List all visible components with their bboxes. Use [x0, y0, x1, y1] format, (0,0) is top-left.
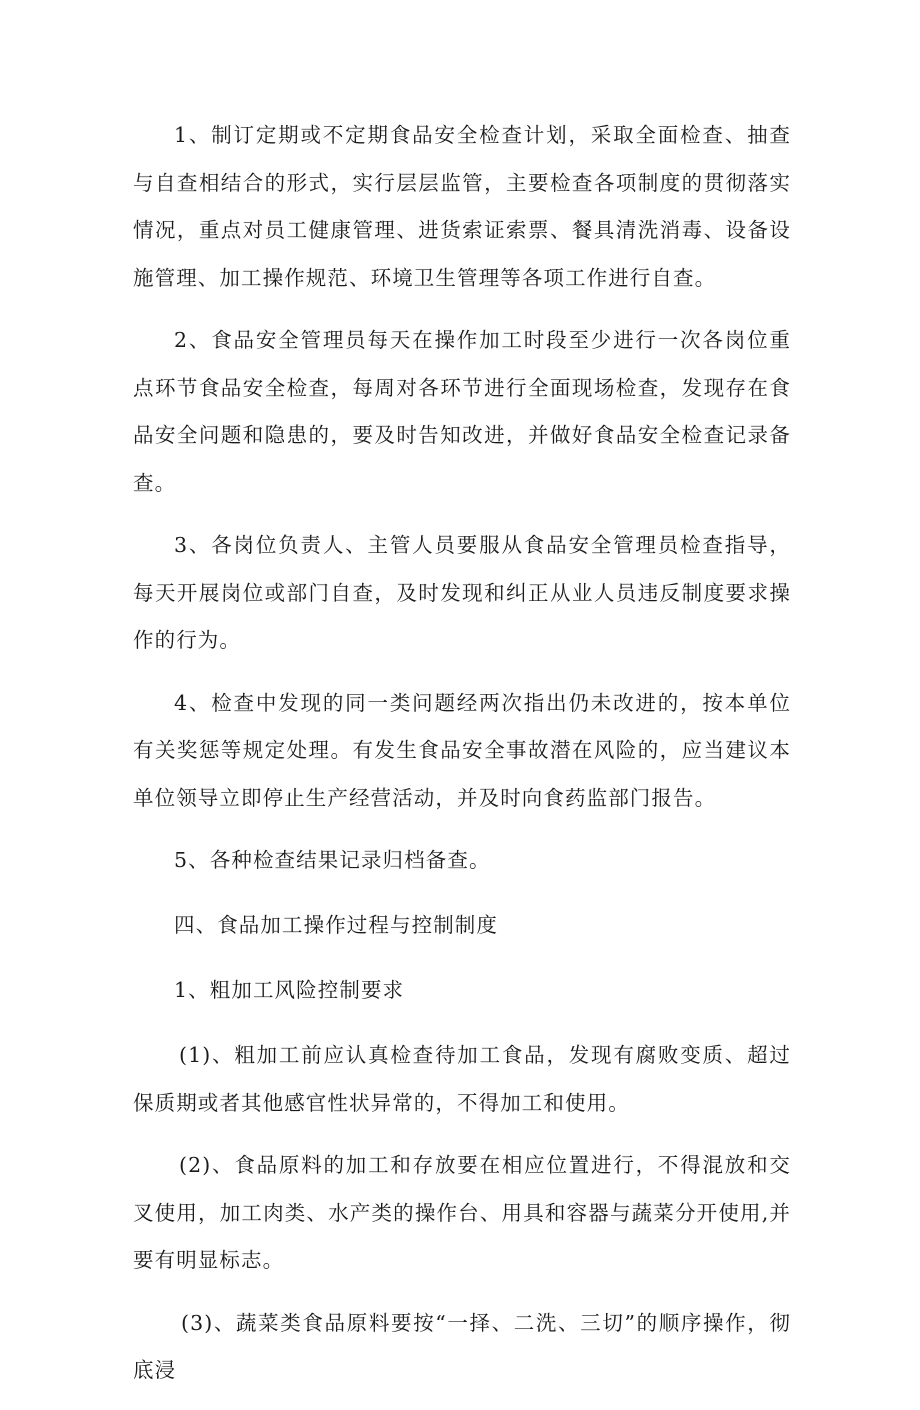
paragraph-item-2: (2)、食品原料的加工和存放要在相应位置进行，不得混放和交叉使用，加工肉类、水产类的操作台、用具和容器与蔬菜分开使用,并要有明显标志。 — [133, 1153, 791, 1272]
paragraph-item-3: (3)、蔬菜类食品原料要按“一择、二洗、三切”的顺序操作，彻底浸 — [133, 1310, 791, 1382]
paragraph-records-archive: 5、各种检查结果记录归档备查。 — [174, 848, 491, 872]
paragraph-daily-inspection: 2、食品安全管理员每天在操作加工时段至少进行一次各岗位重点环节食品安全检查，每周对各环节进行全面现场检查，发现存在食品安全问题和隐患的，要及时告知改进，并做好食品安全检查记录备查。 — [133, 328, 791, 495]
section-heading-processing-control: 四、食品加工操作过程与控制制度 — [174, 913, 498, 937]
subheading-rough-processing: 1、粗加工风险控制要求 — [174, 978, 405, 1002]
paragraph-inspection-plan: 1、制订定期或不定期食品安全检查计划，采取全面检查、抽查与自查相结合的形式，实行层层监管，主要检查各项制度的贯彻落实情况，重点对员工健康管理、进货索证索票、餐具清洗消毒、设备设施管理、加工操作规范、环境卫生管理等各项工作进行自查。 — [133, 123, 791, 290]
paragraph-post-self-check: 3、各岗位负责人、主管人员要服从食品安全管理员检查指导，每天开展岗位或部门自查，及时发现和纠正从业人员违反制度要求操作的行为。 — [133, 533, 791, 652]
paragraph-item-1: (1)、粗加工前应认真检查待加工食品，发现有腐败变质、超过保质期或者其他感官性状异常的，不得加工和使用。 — [133, 1043, 791, 1115]
paragraph-repeat-issues: 4、检查中发现的同一类问题经两次指出仍未改进的，按本单位有关奖惩等规定处理。有发生食品安全事故潜在风险的，应当建议本单位领导立即停止生产经营活动，并及时向食药监部门报告。 — [133, 690, 791, 810]
document-body — [133, 112, 791, 1410]
